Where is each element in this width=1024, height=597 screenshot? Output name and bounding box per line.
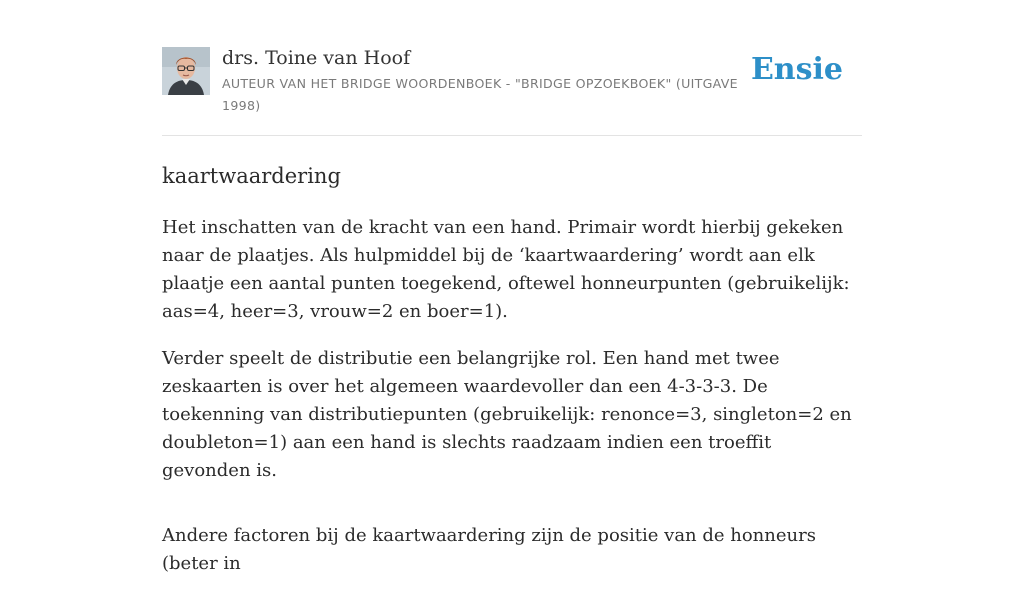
entry-definition — [162, 214, 862, 578]
entry-term: kaartwaardering — [162, 164, 341, 188]
person-portrait-icon — [162, 47, 210, 95]
author-name[interactable]: drs. Toine van Hoof — [222, 47, 411, 69]
author-description: AUTEUR VAN HET BRIDGE WOORDENBOEK - "BRIDGE OPZOEKBOEK" (UITGAVE 1998) — [222, 76, 738, 113]
author-info — [222, 46, 752, 117]
brand-logo[interactable]: Ensie — [750, 52, 843, 87]
definition-paragraph-2: Verder speelt de distributie een belangrijke rol. Een hand met twee zeskaarten is over het algemeen waardevoller dan een 4-3-3-3. De toekenning van distributiepunten (gebruikelijk: renonce=3, singleton=2 en doubleton=1) aan een hand is slechts raadzaam indien een troeffit gevonden is. — [162, 348, 852, 481]
definition-paragraph-1: Het inschatten van de kracht van een hand. Primair wordt hierbij gekeken naar de plaatjes. Als hulpmiddel bij de ‘kaartwaardering’ wordt aan elk plaatje een aantal punten toegekend, oftewel honneurpunten (gebruikelijk: aas=4, heer=3, vrouw=2 en boer=1). — [162, 217, 850, 322]
definition-paragraph-3: Andere factoren bij de kaartwaardering zijn de positie van de honneurs (beter in — [162, 525, 816, 574]
entry-card — [162, 46, 862, 597]
author-header — [162, 46, 862, 136]
author-avatar[interactable] — [162, 47, 210, 95]
